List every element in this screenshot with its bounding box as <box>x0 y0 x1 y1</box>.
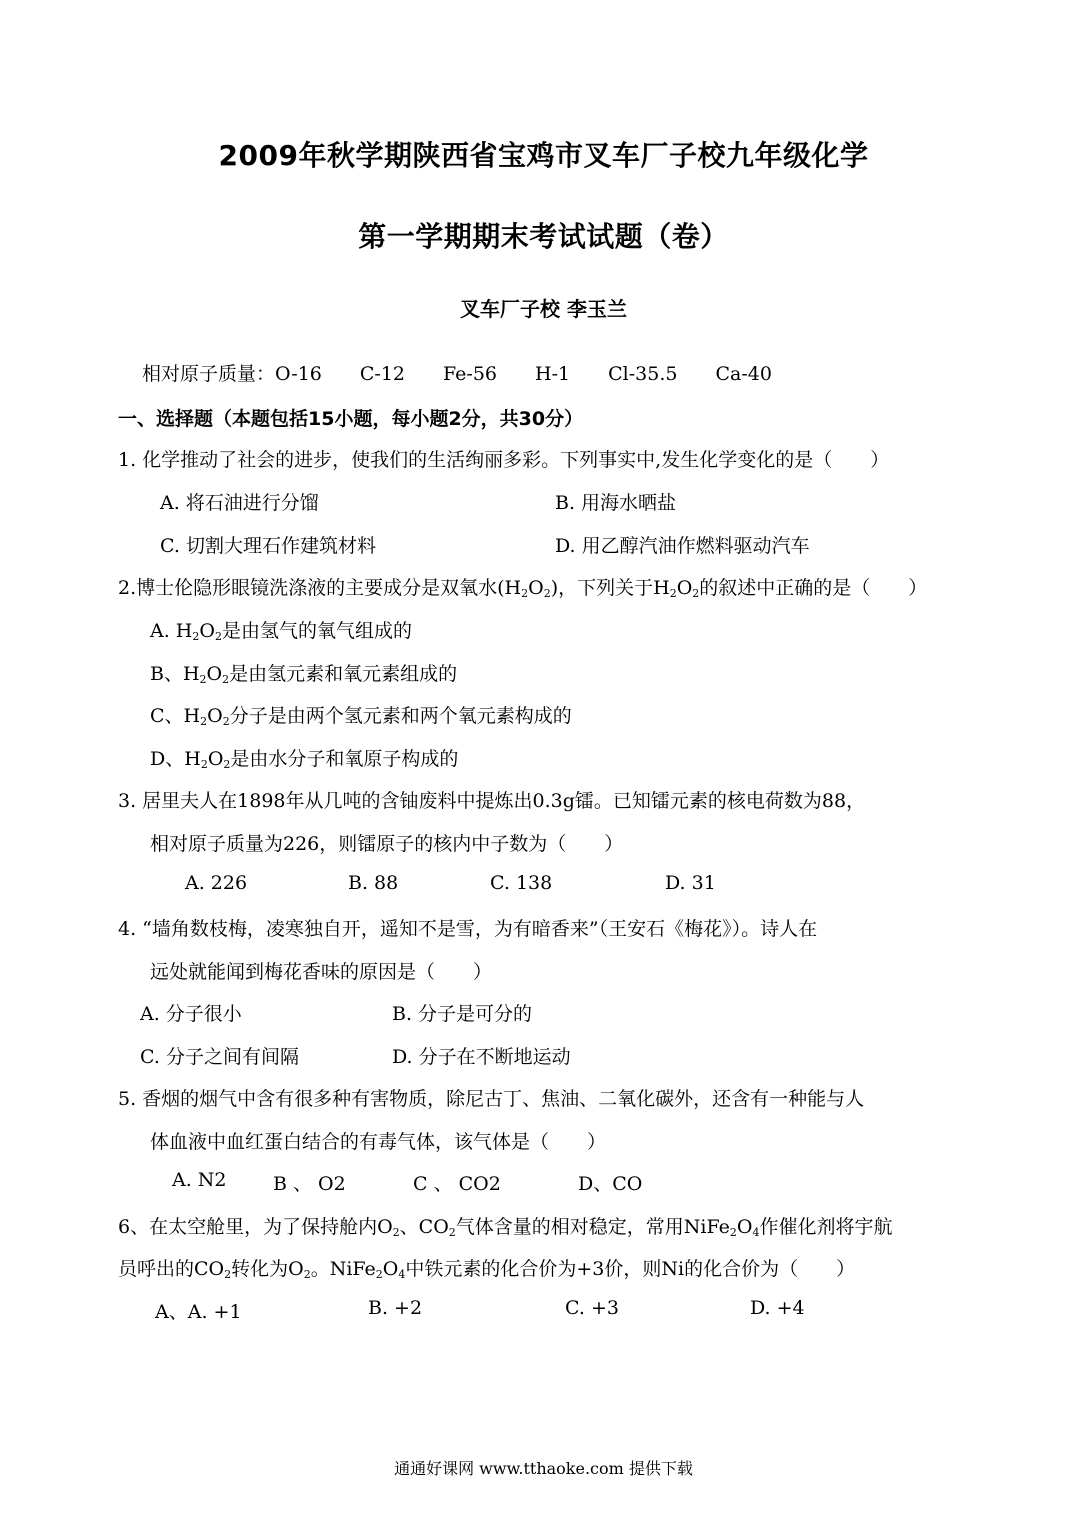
question-1-option-b: B. 用海水晒盐 <box>555 492 677 514</box>
section-heading: 一、选择题（本题包括15小题，每小题2分，共30分） <box>118 408 584 430</box>
question-5-option-b: B 、 O2 <box>273 1173 346 1195</box>
question-5-line-1: 5. 香烟的烟气中含有很多种有害物质，除尼古丁、焦油、二氧化碳外，还含有一种能与人 <box>118 1088 865 1110</box>
subscript: 2 <box>543 587 551 600</box>
question-3-option-c: C. 138 <box>490 872 553 894</box>
question-5-option-c: C 、 CO2 <box>413 1173 501 1195</box>
subscript: 2 <box>448 1226 456 1239</box>
opt-part: O <box>199 620 215 642</box>
subscript: 2 <box>199 673 207 686</box>
opt-part: A. H <box>150 620 193 642</box>
page-subtitle: 第一学期期末考试试题（卷） <box>358 220 729 253</box>
q2-stem-part: )，下列关于H <box>550 577 670 599</box>
page-title: 2009年秋学期陕西省宝鸡市叉车厂子校九年级化学 <box>218 139 869 172</box>
question-3-line-1: 3. 居里夫人在1898年从几吨的含铀废料中提炼出0.3g镭。已知镭元素的核电荷数为88， <box>118 790 866 812</box>
question-1-option-c: C. 切割大理石作建筑材料 <box>160 535 376 557</box>
q2-stem-part: 的叙述中正确的是（ ） <box>699 577 928 599</box>
subscript: 2 <box>521 587 529 600</box>
subscript: 2 <box>223 758 231 771</box>
opt-part: 分子是由两个氢元素和两个氧元素构成的 <box>229 705 572 727</box>
atomic-mass-o: O-16 <box>275 363 322 385</box>
atomic-mass-ca: Ca-40 <box>715 363 772 385</box>
subscript: 2 <box>729 1226 737 1239</box>
subscript: 2 <box>669 587 677 600</box>
atomic-mass-line <box>142 359 810 386</box>
question-4-option-d: D. 分子在不断地运动 <box>392 1046 571 1068</box>
question-2-stem <box>118 573 927 600</box>
q6-part: 6、在太空舱里，为了保持舱内O <box>118 1216 393 1238</box>
opt-part: C、H <box>150 705 201 727</box>
opt-part: 是由氢元素和氧元素组成的 <box>229 663 458 685</box>
subscript: 2 <box>375 1268 383 1281</box>
q6-part: O <box>736 1216 753 1238</box>
subscript: 2 <box>222 715 230 728</box>
q2-stem-part: O <box>528 577 544 599</box>
opt-part: B、H <box>150 663 200 685</box>
question-1-option-a: A. 将石油进行分馏 <box>160 492 319 514</box>
question-3-line-2: 相对原子质量为226，则镭原子的核内中子数为（ ） <box>150 833 624 855</box>
opt-part: 是由氢气的氧气组成的 <box>221 620 412 642</box>
q6-part: 作催化剂将宇航 <box>759 1216 893 1238</box>
question-6-line-2 <box>118 1254 855 1281</box>
subscript: 2 <box>392 1226 400 1239</box>
subscript: 2 <box>192 630 200 643</box>
question-4-line-1: 4. “墙角数枝梅，凌寒独自开，遥知不是雪，为有暗香来”（王安石《梅花》）。诗人在 <box>118 918 818 940</box>
q6-part: 中铁元素的化合价为+3价，则Ni的化合价为（ ） <box>405 1258 856 1280</box>
q6-part: 气体含量的相对稳定，常用NiFe <box>455 1216 730 1238</box>
atomic-mass-h: H-1 <box>535 363 571 385</box>
opt-part: O <box>207 705 223 727</box>
atomic-mass-cl: Cl-35.5 <box>608 363 678 385</box>
question-2-option-d <box>150 744 458 771</box>
question-1-option-d: D. 用乙醇汽油作燃料驱动汽车 <box>555 535 810 557</box>
atomic-mass-fe: Fe-56 <box>443 363 498 385</box>
question-3-option-a: A. 226 <box>185 872 248 894</box>
opt-part: O <box>206 663 223 685</box>
question-5-line-2: 体血液中血红蛋白结合的有毒气体，该气体是（ ） <box>150 1131 607 1153</box>
author-line: 叉车厂子校 李玉兰 <box>460 297 627 321</box>
question-3-option-b: B. 88 <box>348 872 399 894</box>
subscript: 2 <box>224 1268 232 1281</box>
question-6-option-d: D. +4 <box>750 1297 805 1319</box>
question-4-option-a: A. 分子很小 <box>140 1003 242 1025</box>
atomic-mass-label: 相对原子质量： <box>142 363 276 385</box>
question-4-option-c: C. 分子之间有间隔 <box>140 1046 299 1068</box>
question-2-option-b <box>150 659 457 686</box>
question-6-option-c: C. +3 <box>565 1297 619 1319</box>
subscript: 2 <box>303 1268 311 1281</box>
opt-part: D、H <box>150 748 201 770</box>
atomic-mass-c: C-12 <box>359 363 406 385</box>
question-5-option-a: A. N2 <box>172 1169 227 1191</box>
subscript: 4 <box>398 1268 406 1281</box>
question-4-option-b: B. 分子是可分的 <box>392 1003 533 1025</box>
question-6-line-1 <box>118 1212 892 1239</box>
q6-part: O <box>382 1258 399 1280</box>
question-5-option-d: D、CO <box>578 1173 643 1195</box>
subscript: 4 <box>752 1226 760 1239</box>
question-1-stem: 1. 化学推动了社会的进步，使我们的生活绚丽多彩。下列事实中,发生化学变化的是（ ） <box>118 449 890 471</box>
subscript: 2 <box>692 587 700 600</box>
q6-part: 员呼出的CO <box>118 1258 225 1280</box>
question-4-line-2: 远处就能闻到梅花香味的原因是（ ） <box>150 961 493 983</box>
subscript: 2 <box>200 715 208 728</box>
question-2-option-a <box>150 616 412 643</box>
subscript: 2 <box>222 673 230 686</box>
subscript: 2 <box>200 758 208 771</box>
q2-stem-part: O <box>676 577 693 599</box>
q6-part: 、CO <box>399 1216 449 1238</box>
opt-part: O <box>207 748 224 770</box>
q2-stem-part: 2.博士伦隐形眼镜洗涤液的主要成分是双氧水(H <box>118 577 522 599</box>
q6-part: 转化为O <box>231 1258 304 1280</box>
question-3-option-d: D. 31 <box>665 872 716 894</box>
question-2-option-c <box>150 701 572 728</box>
footer-text: 通通好课网 www.tthaoke.com 提供下载 <box>394 1459 693 1478</box>
opt-part: 是由水分子和氧原子构成的 <box>230 748 459 770</box>
q6-part: 。NiFe <box>310 1258 376 1280</box>
subscript: 2 <box>214 630 222 643</box>
question-6-option-a: A、A. +1 <box>155 1301 242 1323</box>
question-6-option-b: B. +2 <box>368 1297 423 1319</box>
